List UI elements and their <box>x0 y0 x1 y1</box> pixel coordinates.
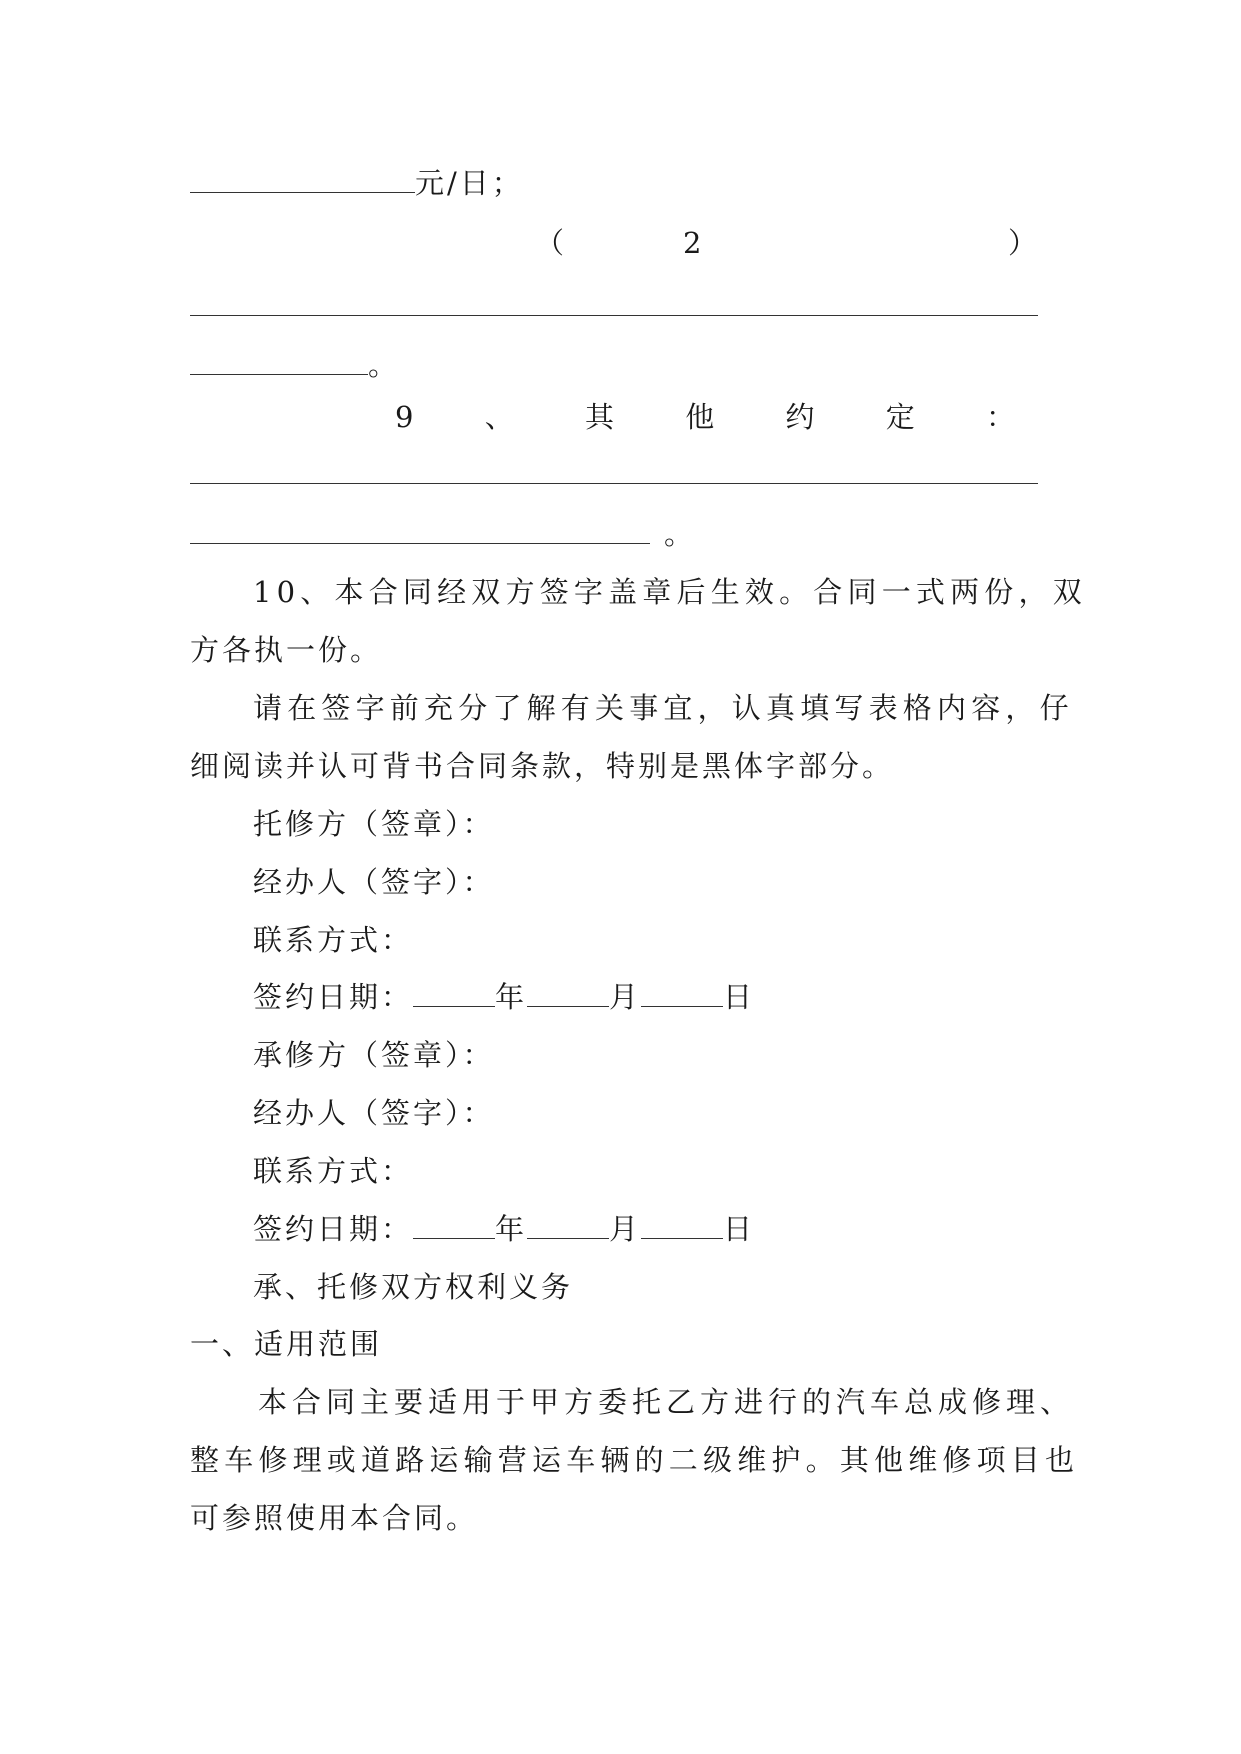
item9-char: ： <box>985 400 1015 434</box>
item2-blank-line <box>190 315 1038 316</box>
notice-line2: 细阅读并认可背书合同条款，特别是黑体字部分。 <box>190 749 895 783</box>
year-label: 年 <box>495 980 528 1014</box>
section1-para-line2: 整车修理或道路运输营运车辆的二级维护。其他维修项目也 <box>190 1443 1080 1477</box>
item9-char: 、 <box>484 400 514 434</box>
item2-end: 。 <box>368 348 401 382</box>
day-label: 日 <box>723 980 756 1014</box>
item9-char: 9 <box>395 400 414 434</box>
item10-line1: 10、本合同经双方签字盖章后生效。合同一式两份，双 <box>253 575 1087 609</box>
client-year-blank[interactable] <box>413 978 495 1007</box>
section1-para-line3: 可参照使用本合同。 <box>190 1501 479 1535</box>
day-label: 日 <box>723 1212 756 1246</box>
month-label: 月 <box>609 1212 642 1246</box>
contractor-contact-label: 联系方式： <box>253 1154 414 1188</box>
contractor-date-line <box>253 1209 755 1249</box>
client-contact-label: 联系方式： <box>253 923 414 957</box>
item10-line2: 方各执一份。 <box>190 633 383 667</box>
item9-char: 定 <box>885 400 915 434</box>
section1-para-line1: 本合同主要适用于甲方委托乙方进行的汽车总成修理、 <box>258 1385 1075 1419</box>
rate-unit: 元/日； <box>415 166 524 200</box>
item9-end: 。 <box>664 517 697 551</box>
year-label: 年 <box>495 1212 528 1246</box>
section1-heading: 一、适用范围 <box>190 1327 383 1361</box>
client-agent-label: 经办人（签字）： <box>253 865 495 899</box>
client-day-blank[interactable] <box>641 978 723 1007</box>
contractor-date-label: 签约日期： <box>253 1212 414 1246</box>
month-label: 月 <box>609 980 642 1014</box>
item9-char: 约 <box>785 400 815 434</box>
rate-line <box>190 163 524 203</box>
item9-heading <box>395 397 1015 437</box>
client-date-label: 签约日期： <box>253 980 414 1014</box>
item2-open: （ <box>535 226 568 260</box>
item2-number: 2 <box>683 226 705 260</box>
item9-blank-line <box>190 483 1038 484</box>
contractor-year-blank[interactable] <box>413 1210 495 1239</box>
client-sign-label: 托修方（签章）： <box>253 807 495 841</box>
contractor-month-blank[interactable] <box>527 1210 609 1239</box>
item2-end-line <box>190 345 400 385</box>
item9-end-line <box>190 514 696 554</box>
client-month-blank[interactable] <box>527 978 609 1007</box>
item2-end-blank <box>190 346 368 375</box>
contractor-day-blank[interactable] <box>641 1210 723 1239</box>
item9-char: 其 <box>584 400 614 434</box>
contractor-agent-label: 经办人（签字）： <box>253 1096 495 1130</box>
item9-end-blank <box>190 515 650 544</box>
item9-char: 他 <box>685 400 715 434</box>
client-date-line <box>253 977 755 1017</box>
rate-blank <box>190 164 415 193</box>
rights-heading: 承、托修双方权利义务 <box>253 1270 574 1304</box>
contractor-sign-label: 承修方（签章）： <box>253 1038 495 1072</box>
notice-line1: 请在签字前充分了解有关事宜，认真填写表格内容，仔 <box>253 691 1074 725</box>
item2-close: ） <box>1008 226 1041 260</box>
